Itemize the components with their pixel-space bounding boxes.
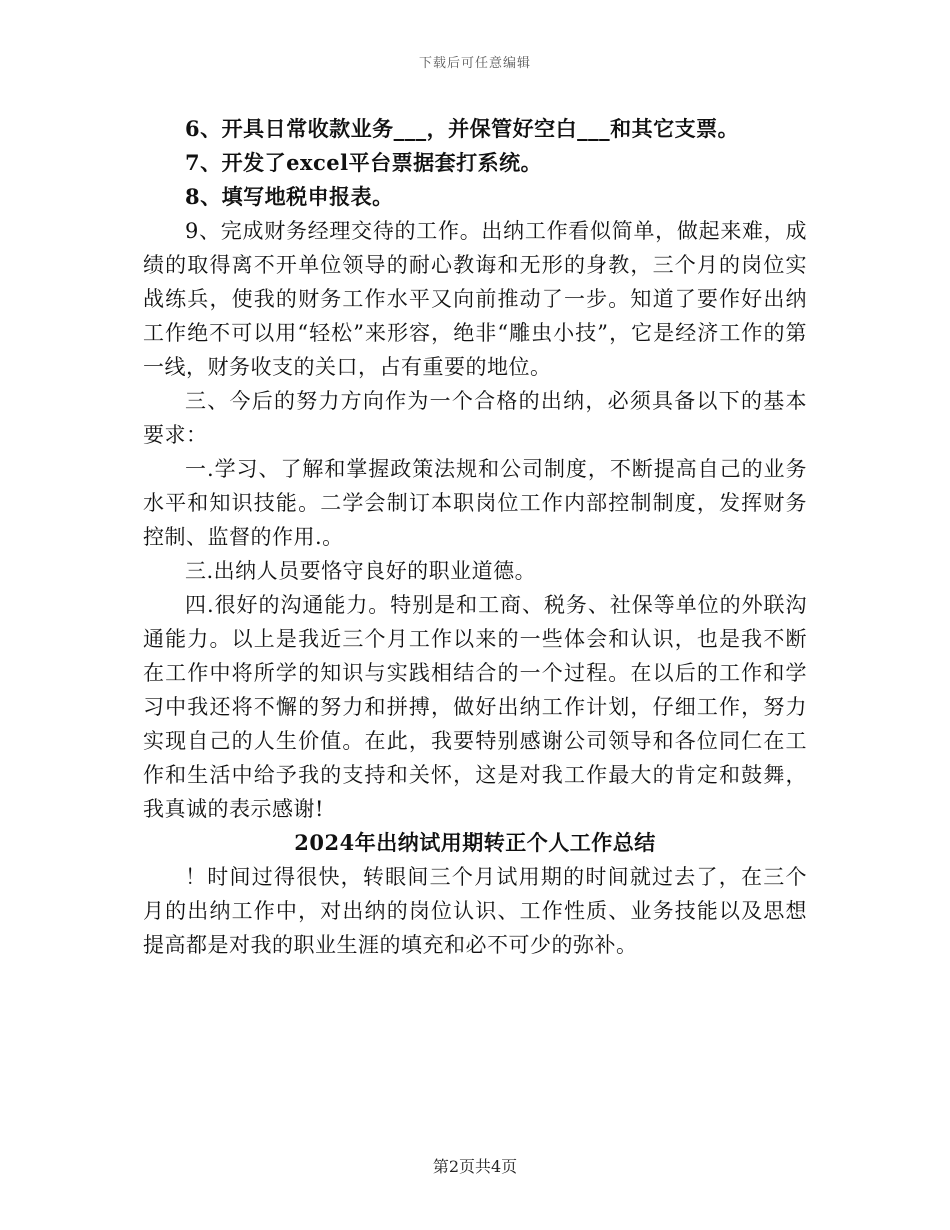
paragraph-requirement-4: 四.很好的沟通能力。特别是和工商、税务、社保等单位的外联沟通能力。以上是我近三个月工作以来的一些体会和认识，也是我不断在工作中将所学的知识与实践相结合的一个过程。在以后的工作和学习中我还将不懈的努力和拼搏，做好出纳工作计划，仔细工作，努力实现自己的人生价值。在此，我要特别感谢公司领导和各位同仁在工作和生活中给予我的支持和关怀，这是对我工作最大的肯定和鼓舞，我真诚的表示感谢! xyxy=(143,593,807,821)
paragraph-future-direction: 三、今后的努力方向作为一个合格的出纳，必须具备以下的基本要求： xyxy=(143,389,807,447)
paragraph-requirement-1-2: 一.学习、了解和掌握政策法规和公司制度，不断提高自己的业务水平和知识技能。二学会制订本职岗位工作内部控制制度，发挥财务控制、监督的作用.。 xyxy=(143,457,807,549)
list-item-7: 7、开发了excel平台票据套打系统。 xyxy=(185,150,543,175)
paragraph-item-9: 9、完成财务经理交待的工作。出纳工作看似简单，做起来难，成绩的取得离不开单位领导的耐心教诲和无形的身教，三个月的岗位实战练兵，使我的财务工作水平又向前推动了一步。知道了要作好出纳工作绝不可以用“轻松”来形容，绝非“雕虫小技”，它是经济工作的第一线，财务收支的关口，占有重要的地位。 xyxy=(143,219,807,379)
list-item-8: 8、填写地税申报表。 xyxy=(185,184,394,209)
list-item-6: 6、开具日常收款业务___，并保管好空白___和其它支票。 xyxy=(185,116,740,141)
document-body xyxy=(143,112,807,962)
paragraph-requirement-3: 三.出纳人员要恪守良好的职业道德。 xyxy=(185,559,537,583)
paragraph-closing: ！时间过得很快，转眼间三个月试用期的时间就过去了，在三个月的出纳工作中，对出纳的岗位认识、工作性质、业务技能以及思想提高都是对我的职业生涯的填充和必不可少的弥补。 xyxy=(143,865,807,957)
page-number: 第2页共4页 xyxy=(432,1157,518,1176)
header-note: 下载后可任意编辑 xyxy=(418,56,531,71)
section-title: 2024年出纳试用期转正个人工作总结 xyxy=(294,830,656,855)
